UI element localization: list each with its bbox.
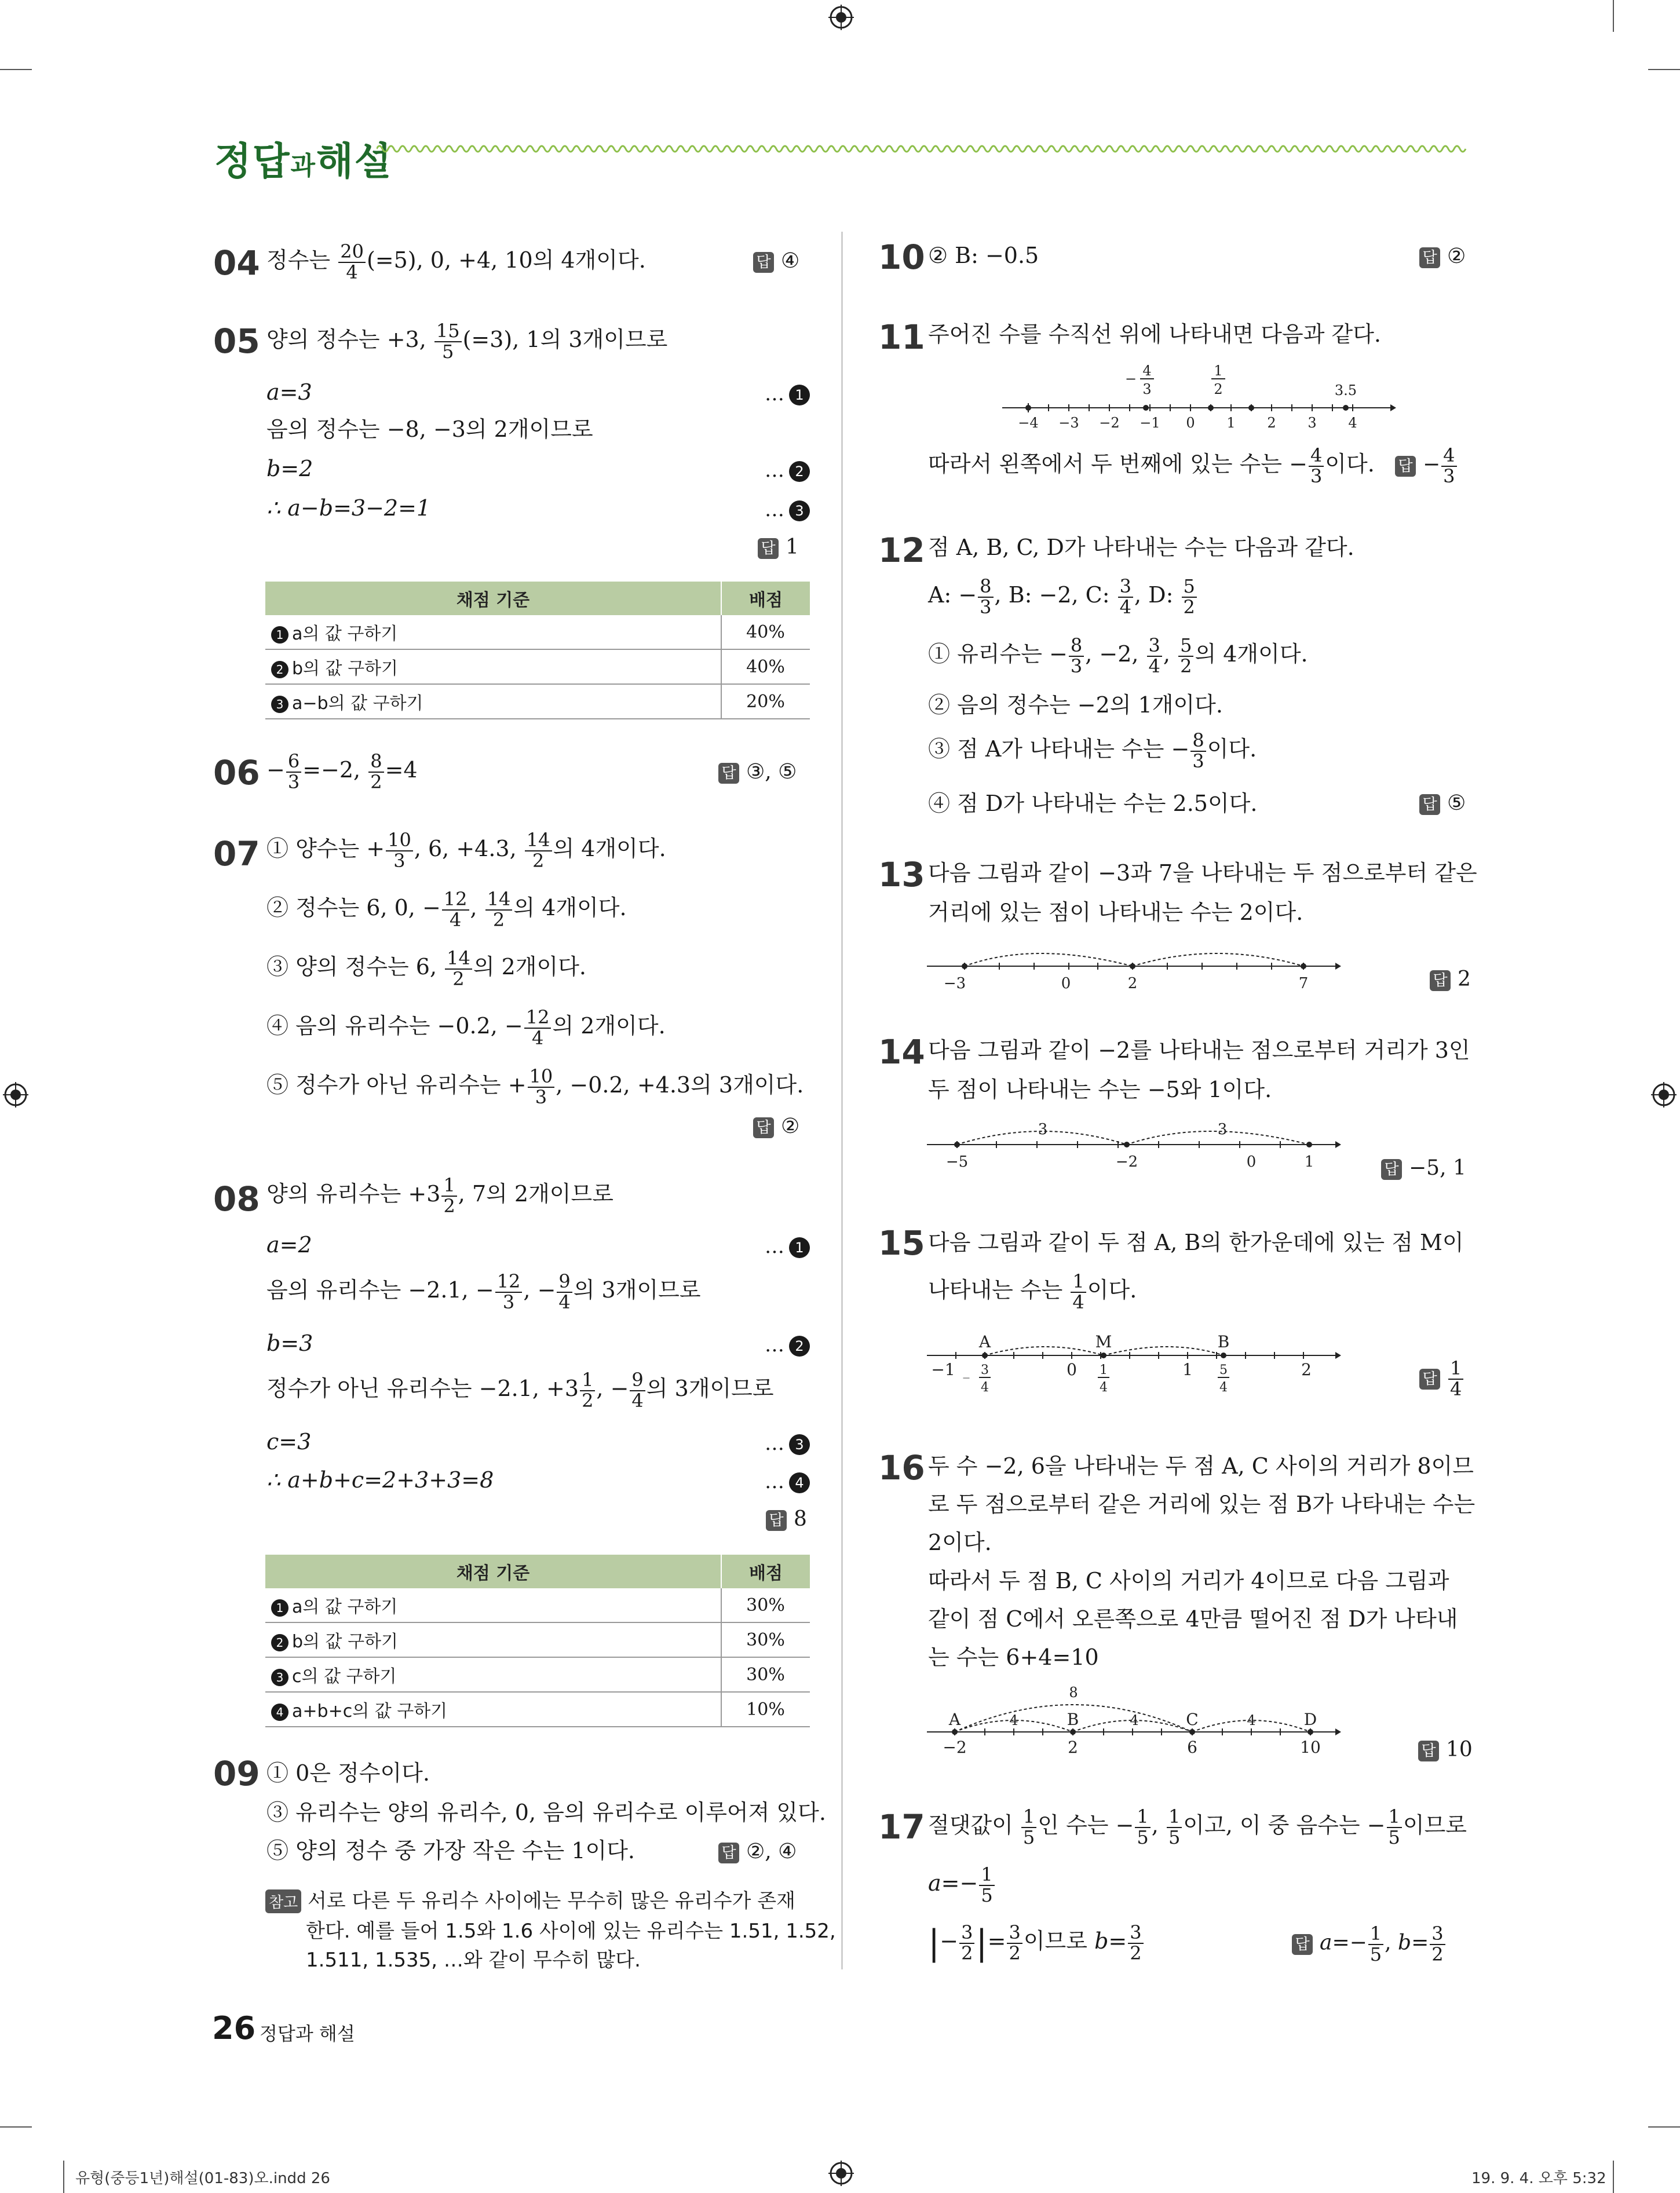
- svg-text:M: M: [1095, 1332, 1112, 1351]
- q04-text: [266, 242, 646, 282]
- q14-number-line: [927, 1118, 1344, 1170]
- svg-text:2: 2: [1214, 381, 1223, 397]
- step-marker: … 3: [765, 1432, 810, 1455]
- q11-text-part: 따라서 왼쪽에서 두 번째에 있는 수는 −: [928, 451, 1308, 477]
- step-marker-icon: 2: [789, 1336, 810, 1357]
- q14-text: 다음 그림과 같이 −2를 나타내는 점으로부터 거리가 3인: [928, 1037, 1470, 1063]
- svg-text:−5: −5: [945, 1153, 969, 1170]
- q14-text: 두 점이 나타내는 수는 −5와 1이다.: [928, 1077, 1272, 1102]
- answer-badge: [1430, 967, 1471, 991]
- criterion: b의 값 구하기: [292, 1632, 399, 1652]
- q05-step-text: 음의 정수는 −8, −3의 2개이므로: [266, 416, 593, 442]
- q17-line-1: 절댓값이 $\frac{1}{5}$ 인 수는 − $\frac{1}{5}$ , $\frac{1}{5}$ 이고, 이 중 음수는 − $\frac{1}{5}$ 이므로: [928, 1805, 1467, 1848]
- criterion: b의 값 구하기: [292, 659, 399, 679]
- answer-icon: 답: [1292, 1934, 1313, 1955]
- answer-value: ⑤: [1447, 791, 1466, 815]
- answer-value: ③, ⑤: [746, 760, 797, 784]
- question-number: 10: [878, 237, 925, 277]
- svg-text:−2: −2: [1099, 415, 1120, 431]
- svg-text:3: 3: [1142, 381, 1152, 397]
- q04-text-part: 정수는: [266, 247, 338, 273]
- table-row: [265, 615, 810, 649]
- q16-number-line: [927, 1680, 1344, 1758]
- svg-text:10: 10: [1300, 1738, 1321, 1757]
- question-number: 14: [878, 1032, 925, 1072]
- q05-text-part: (=3), 1의 3개이므로: [462, 327, 668, 353]
- step-marker-icon: 3: [789, 500, 810, 521]
- q08-step: a=2: [266, 1232, 312, 1258]
- question-number: 06: [213, 753, 260, 792]
- table-row: [265, 684, 810, 719]
- q05-step-3: ∴ a−b=3−2=1: [266, 495, 431, 521]
- svg-text:−: −: [1124, 371, 1137, 387]
- question-number: 15: [878, 1223, 925, 1263]
- fraction: $\frac{6}{3}$: [286, 752, 301, 792]
- fraction: [338, 242, 366, 282]
- svg-text:3: 3: [1038, 1121, 1048, 1138]
- criterion: a의 값 구하기: [292, 624, 398, 644]
- percent: 10%: [721, 1692, 810, 1727]
- step-marker: … 1: [765, 382, 810, 405]
- q08-step: c=3: [266, 1429, 312, 1454]
- svg-text:C: C: [1186, 1710, 1199, 1729]
- step-marker-icon: 2: [789, 461, 810, 482]
- fraction: [434, 321, 462, 361]
- svg-text:3: 3: [1308, 415, 1317, 431]
- svg-text:7: 7: [1298, 975, 1309, 992]
- table-row: [265, 1692, 810, 1727]
- svg-text:4: 4: [1130, 1712, 1139, 1728]
- numerator: 20: [338, 242, 366, 263]
- answer-value: $\frac{4}{3}$: [1441, 446, 1456, 486]
- svg-text:B: B: [1067, 1710, 1079, 1729]
- table-row: [265, 1622, 810, 1657]
- title-small: 과: [290, 151, 317, 181]
- answer-value: −5, 1: [1409, 1156, 1466, 1180]
- answer-value: 1: [786, 535, 799, 559]
- question-number: 09: [213, 1754, 260, 1793]
- svg-text:4: 4: [1247, 1712, 1256, 1728]
- grading-table: [265, 1555, 810, 1727]
- step-marker-icon: 3: [271, 696, 288, 713]
- svg-text:A: A: [948, 1710, 961, 1729]
- question-number: 05: [213, 321, 260, 361]
- svg-text:0: 0: [1067, 1360, 1077, 1379]
- q05-step-2: b=2: [266, 456, 313, 481]
- criterion: a+b+c의 값 구하기: [292, 1701, 448, 1721]
- svg-text:−4: −4: [1018, 415, 1039, 431]
- table-cell: [265, 1622, 721, 1657]
- answer-icon: 답: [718, 1843, 739, 1863]
- percent: 30%: [721, 1657, 810, 1692]
- step-marker-icon: 1: [789, 1237, 810, 1258]
- table-header: 배점: [721, 1555, 810, 1588]
- answer-icon: 답: [1430, 970, 1451, 991]
- svg-text:1: 1: [1182, 1360, 1193, 1379]
- q13-text: 다음 그림과 같이 −3과 7을 나타내는 두 점으로부터 같은: [928, 860, 1477, 886]
- svg-text:2: 2: [1127, 975, 1138, 992]
- answer-badge: [1419, 244, 1466, 268]
- svg-text:2: 2: [1301, 1360, 1312, 1379]
- title-end: 해설: [316, 139, 393, 184]
- step-marker-icon: 2: [271, 1634, 288, 1651]
- answer-badge: [718, 1840, 797, 1863]
- step-marker-icon: 2: [271, 661, 288, 678]
- q08-step: b=3: [266, 1331, 313, 1356]
- q08-line-3: 정수가 아닌 유리수는 −2.1, +3 $\frac{1}{2}$ , − $\frac{9}{4}$ 의 3개이므로: [266, 1369, 774, 1412]
- table-row: [265, 1657, 810, 1692]
- q12-line-3: ③ 점 A가 나타내는 수는 − $\frac{8}{3}$ 이다.: [928, 729, 1257, 772]
- step-marker-icon: 1: [271, 1599, 288, 1617]
- q15-text-part: 나타내는 수는: [928, 1277, 1070, 1303]
- q16-line: 로 두 점으로부터 같은 거리에 있는 점 B가 나타내는 수는: [928, 1492, 1476, 1517]
- q15-text-part: 이다.: [1087, 1277, 1137, 1303]
- answer-icon: 답: [718, 763, 739, 784]
- svg-text:3.5: 3.5: [1334, 382, 1357, 399]
- svg-text:2: 2: [1267, 415, 1276, 431]
- svg-text:D: D: [1303, 1710, 1317, 1729]
- q12-line-4: ④ 점 D가 나타내는 수는 2.5이다.: [928, 791, 1258, 816]
- grading-table: [265, 582, 810, 719]
- percent: 40%: [721, 615, 810, 649]
- question-number: 04: [213, 243, 260, 283]
- q12-line-1: ① 유리수는 − $\frac{8}{3}$ , −2, $\frac{3}{4}$ , $\frac{5}{2}$ 의 4개이다.: [928, 634, 1308, 677]
- answer-value: ②: [1447, 244, 1466, 268]
- answer-icon: 답: [1419, 247, 1440, 268]
- q07-line-2: ② 정수는 6, 0, − $\frac{12}{4}$ , $\frac{14}{2}$ 의 4개이다.: [266, 888, 627, 931]
- answer-badge: [1381, 1156, 1466, 1180]
- svg-text:0: 0: [1186, 415, 1195, 431]
- answer-icon: 답: [753, 252, 774, 273]
- answer-icon: 답: [1419, 794, 1440, 815]
- answer-value: 8: [794, 1507, 807, 1531]
- table-cell: [265, 615, 721, 649]
- percent: 30%: [721, 1622, 810, 1657]
- step-marker-icon: 3: [271, 1669, 288, 1686]
- page-label: 정답과 해설: [260, 2023, 355, 2045]
- q09-line-1: ① 0은 정수이다.: [266, 1760, 430, 1786]
- question-number: 16: [878, 1448, 925, 1487]
- question-number: 12: [878, 531, 925, 570]
- q11-text: 주어진 수를 수직선 위에 나타내면 다음과 같다.: [928, 321, 1382, 347]
- step-marker-icon: 4: [271, 1704, 288, 1721]
- table-cell: [265, 1588, 721, 1622]
- q16-line: 두 수 −2, 6을 나타내는 두 점 A, C 사이의 거리가 8이므: [928, 1453, 1474, 1479]
- svg-text:−1: −1: [931, 1360, 955, 1379]
- answer-badge: [1419, 1359, 1464, 1399]
- answer-value: ④: [781, 249, 800, 273]
- criterion: c의 값 구하기: [292, 1666, 397, 1687]
- svg-text:−2: −2: [1115, 1153, 1138, 1170]
- answer-value: ②, ④: [746, 1840, 797, 1863]
- svg-text:4: 4: [1009, 1712, 1018, 1728]
- svg-text:1: 1: [1214, 363, 1223, 379]
- answer-icon: 답: [1419, 1369, 1440, 1390]
- q11-text-part: 이다.: [1325, 451, 1375, 477]
- percent: 20%: [721, 684, 810, 719]
- svg-text:4: 4: [981, 1380, 989, 1395]
- q07-line-5: ⑤ 정수가 아닌 유리수는 + $\frac{10}{3}$ , −0.2, +4.3의 3개이다.: [266, 1065, 804, 1108]
- q16-line: 2이다.: [928, 1530, 992, 1555]
- step-marker-icon: 1: [271, 626, 288, 644]
- title-main: 정답: [214, 139, 291, 184]
- question-number: 13: [878, 855, 925, 894]
- answer-icon: 답: [1418, 1741, 1439, 1761]
- table-header: 채점 기준: [265, 582, 721, 615]
- svg-text:4: 4: [1348, 415, 1357, 431]
- answer-badge: [753, 1114, 799, 1138]
- answer-badge: [753, 249, 799, 273]
- q12-points: A: − $\frac{8}{3}$ , B: −2, C: $\frac{3}{4}$ , D: $\frac{5}{2}$: [928, 577, 1198, 617]
- svg-text:1: 1: [1100, 1363, 1108, 1377]
- answer-value: 2: [1458, 967, 1471, 991]
- print-slug-right: 19. 9. 4. 오후 5:32: [1471, 2170, 1606, 2187]
- q17-line-3: |− $\frac{3}{2}$ |= $\frac{3}{2}$ 이므로 b= $\frac{3}{2}$: [928, 1923, 1145, 1963]
- answer-icon: 답: [758, 538, 779, 559]
- svg-text:−3: −3: [943, 975, 966, 992]
- svg-text:_: _: [963, 1364, 970, 1379]
- step-marker: … 2: [765, 459, 810, 482]
- note-line: 한다. 예를 들어 1.5와 1.6 사이에 있는 유리수는 1.51, 1.52,: [306, 1920, 836, 1943]
- column-divider: [841, 232, 843, 1969]
- q12-text: 점 A, B, C, D가 나타내는 수는 다음과 같다.: [928, 535, 1354, 560]
- percent: 30%: [721, 1588, 810, 1622]
- svg-text:2: 2: [1068, 1738, 1078, 1757]
- q08-line-2: 음의 유리수는 −2.1, − $\frac{12}{3}$ , − $\frac{9}{4}$ 의 3개이므로: [266, 1270, 701, 1313]
- fraction: $\frac{8}{2}$: [368, 752, 384, 792]
- svg-text:3: 3: [981, 1363, 989, 1377]
- table-header: 배점: [721, 582, 810, 615]
- step-marker-icon: 3: [789, 1434, 810, 1455]
- q15-text: 다음 그림과 같이 두 점 A, B의 한가운데에 있는 점 M이: [928, 1230, 1464, 1255]
- table-cell: [265, 684, 721, 719]
- table-header: 채점 기준: [265, 1555, 721, 1588]
- table-cell: [265, 649, 721, 684]
- question-number: 07: [213, 834, 260, 873]
- table-header-row: [265, 582, 810, 615]
- q10-text: ② B: −0.5: [928, 243, 1039, 268]
- q15-number-line: [927, 1326, 1344, 1402]
- q09-line-2: ③ 유리수는 양의 유리수, 0, 음의 유리수로 이루어져 있다.: [266, 1800, 826, 1825]
- answer-badge: [1418, 1738, 1473, 1761]
- svg-text:8: 8: [1069, 1684, 1078, 1701]
- table-row: [265, 649, 810, 684]
- q09-line-3: ⑤ 양의 정수 중 가장 작은 수는 1이다.: [266, 1838, 636, 1863]
- svg-text:−1: −1: [1140, 415, 1160, 431]
- q07-line-3: ③ 양의 정수는 6, $\frac{14}{2}$ 의 2개이다.: [266, 947, 587, 990]
- table-cell: [265, 1692, 721, 1727]
- svg-text:3: 3: [1217, 1121, 1228, 1138]
- svg-text:6: 6: [1187, 1738, 1197, 1757]
- q05-text-part: 양의 정수는 +3,: [266, 327, 433, 353]
- q13-number-line: [927, 941, 1344, 993]
- print-slug-left: 유형(중등1년)해설(01-83)오.indd 26: [75, 2170, 330, 2187]
- criterion: a의 값 구하기: [292, 1597, 398, 1617]
- numerator: 15: [434, 321, 462, 342]
- step-marker: … 2: [765, 1333, 810, 1357]
- svg-text:1: 1: [1304, 1153, 1314, 1170]
- q13-text: 거리에 있는 점이 나타내는 수는 2이다.: [928, 900, 1303, 925]
- q06-text: − $\frac{6}{3}$ =−2, $\frac{8}{2}$ =4: [266, 750, 418, 793]
- step-marker: … 4: [765, 1470, 810, 1493]
- q16-line: 따라서 두 점 B, C 사이의 거리가 4이므로 다음 그림과: [928, 1568, 1449, 1593]
- q05-text: [266, 321, 667, 361]
- svg-text:0: 0: [1061, 975, 1071, 992]
- svg-text:4: 4: [1219, 1380, 1228, 1395]
- answer-value: $\frac{1}{4}$: [1448, 1359, 1463, 1399]
- q08-line-1: 양의 유리수는 +3 $\frac{1}{2}$ , 7의 2개이므로: [266, 1174, 613, 1217]
- q16-line: 는 수는 6+4=10: [928, 1644, 1099, 1670]
- note-line: 1.511, 1.535, …와 같이 무수히 많다.: [306, 1949, 641, 1972]
- step-marker-icon: 4: [789, 1472, 810, 1493]
- note: [265, 1885, 795, 1913]
- denominator: 4: [346, 261, 358, 283]
- answer-badge: 답 a=− $\frac{1}{5}$ , b= $\frac{3}{2}$: [1292, 1924, 1447, 1964]
- answer-icon: 답: [1395, 456, 1416, 477]
- answer-icon: 답: [1381, 1159, 1402, 1180]
- answer-badge: [1419, 791, 1466, 815]
- q07-line-1: ① 양수는 + $\frac{10}{3}$ , 6, +4.3, $\frac{14}{2}$ 의 4개이다.: [266, 829, 666, 872]
- table-row: [265, 1588, 810, 1622]
- answer-badge: [758, 535, 799, 559]
- table-cell: [265, 1657, 721, 1692]
- svg-text:4: 4: [1142, 363, 1152, 379]
- answer-icon: 답: [766, 1510, 787, 1531]
- answer-value: ②: [781, 1114, 800, 1138]
- answer-badge: [718, 760, 797, 784]
- svg-text:1: 1: [1226, 415, 1236, 431]
- q05-step-1: a=3: [266, 379, 312, 405]
- answer-icon: 답: [753, 1117, 774, 1138]
- denominator: 5: [442, 340, 454, 363]
- percent: 40%: [721, 649, 810, 684]
- section-title: [214, 130, 393, 185]
- page-number: 26: [212, 2010, 256, 2046]
- note-badge: 참고: [265, 1889, 301, 1913]
- header-wave-divider: [377, 142, 1477, 156]
- q08-step: ∴ a+b+c=2+3+3=8: [266, 1467, 494, 1493]
- q12-line-2: ② 음의 정수는 −2의 1개이다.: [928, 692, 1223, 718]
- svg-text:5: 5: [1219, 1363, 1228, 1377]
- step-marker-icon: 1: [789, 385, 810, 405]
- step-marker: … 1: [765, 1235, 810, 1258]
- step-marker: … 3: [765, 498, 810, 521]
- answer-value: 10: [1446, 1738, 1473, 1761]
- question-number: 11: [878, 317, 925, 357]
- q11-conclusion: 따라서 왼쪽에서 두 번째에 있는 수는 − $\frac{4}{3}$ 이다.: [928, 444, 1375, 487]
- criterion: a−b의 값 구하기: [292, 693, 423, 714]
- svg-text:−2: −2: [943, 1738, 967, 1757]
- question-number: 17: [878, 1807, 925, 1847]
- note-line: 서로 다른 두 유리수 사이에는 무수히 많은 유리수가 존재: [308, 1889, 795, 1913]
- q11-number-line: [1002, 359, 1396, 434]
- q17-line-2: a=− $\frac{1}{5}$: [928, 1865, 996, 1905]
- answer-badge: [766, 1507, 807, 1531]
- svg-text:0: 0: [1246, 1153, 1257, 1170]
- svg-text:B: B: [1217, 1332, 1230, 1351]
- table-header-row: [265, 1555, 810, 1588]
- q04-text-part: (=5), 0, +4, 10의 4개이다.: [366, 247, 646, 273]
- q15-line-2: 나타내는 수는 $\frac{1}{4}$ 이다.: [928, 1270, 1137, 1313]
- svg-text:4: 4: [1100, 1380, 1108, 1395]
- q07-line-4: ④ 음의 유리수는 −0.2, − $\frac{12}{4}$ 의 2개이다.: [266, 1006, 666, 1049]
- svg-text:−3: −3: [1058, 415, 1079, 431]
- question-number: 08: [213, 1179, 260, 1219]
- svg-text:A: A: [978, 1332, 991, 1351]
- q16-line: 같이 점 C에서 오른쪽으로 4만큼 떨어진 점 D가 나타내: [928, 1606, 1458, 1632]
- answer-badge: 답 − $\frac{4}{3}$: [1395, 446, 1458, 486]
